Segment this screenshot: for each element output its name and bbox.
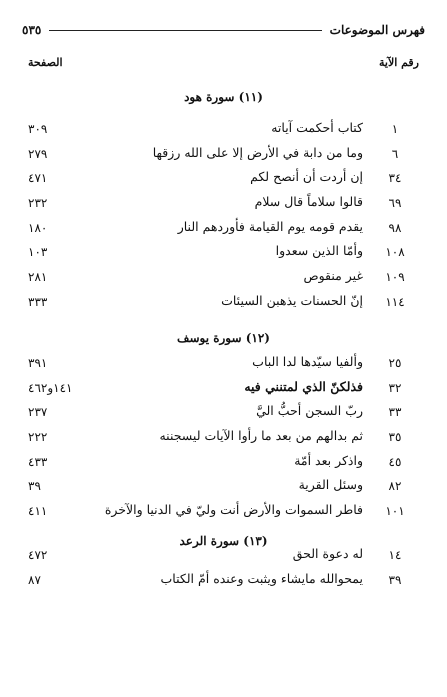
page-ref: ٢٢٢	[28, 430, 48, 445]
index-row	[22, 118, 425, 143]
page-ref: ٣٩١	[28, 356, 48, 370]
verse-text: إن أردت أن أنصح لكم	[250, 169, 363, 185]
verse-number: ٣٣	[388, 405, 402, 420]
verse-number: ٩٨	[388, 220, 402, 235]
page-ref: ٤٧٢	[28, 548, 48, 562]
verse-text: ربّ السجن أحبُّ اليَّ	[256, 403, 363, 419]
verse-text: وألفيا سيّدها لدا الباب	[252, 354, 363, 369]
verse-text: واذكر بعد أمّة	[294, 452, 363, 468]
verse-number: ٨٢	[388, 479, 402, 494]
running-header	[22, 20, 425, 40]
verse-text: كتاب أحكمت آياته	[271, 120, 363, 135]
page-ref: ١٠٣	[28, 245, 48, 260]
page-ref: ٢٧٩	[28, 146, 48, 161]
page-ref: ٤٧١	[28, 171, 48, 186]
index-row	[22, 192, 425, 217]
index-row	[22, 217, 425, 242]
column-header-verse-number: رقم الآية	[378, 56, 419, 69]
index-row	[22, 377, 425, 402]
section-rows-raad	[22, 544, 425, 593]
verse-number: ١١٤	[385, 294, 405, 309]
index-row	[22, 475, 425, 500]
verse-number: ٣٢	[388, 380, 402, 395]
page-ref: ٤١١	[28, 504, 48, 519]
verse-text: غير منقوص	[303, 268, 363, 284]
section-rows-yusuf	[22, 352, 425, 525]
index-row	[22, 143, 425, 168]
verse-text: وأمّا الذين سعدوا	[275, 243, 363, 259]
verse-text: يقدم قومه يوم القيامة فأوردهم النار	[177, 218, 363, 234]
column-header-page: الصفحة	[28, 56, 63, 69]
section-title-raad: (١٣) سورة الرعد	[179, 534, 268, 548]
index-row	[22, 352, 425, 377]
page-ref: ٣٠٩	[28, 122, 48, 136]
page-ref: ٨٧	[28, 572, 41, 587]
verse-number: ١٠٩	[385, 270, 405, 285]
page-ref: ٣٩	[28, 479, 41, 494]
verse-text: فذلكنّ الذي لمتنني فيه	[244, 378, 363, 394]
page-ref: ١٨٠	[28, 220, 48, 235]
section-rows-hud	[22, 118, 425, 316]
verse-number: ٣٤	[388, 171, 402, 186]
verse-number: ٣٩	[388, 572, 402, 587]
index-row	[22, 569, 425, 594]
verse-text: قالوا سلاماً قال سلام	[254, 194, 363, 210]
index-row	[22, 401, 425, 426]
page-number: ٥٣٥	[22, 23, 42, 37]
verse-number: ٣٥	[388, 430, 402, 445]
page-ref: ١٤١و٤٦٢	[28, 380, 73, 395]
page-ref: ٢٣٢	[28, 196, 48, 211]
index-row	[22, 167, 425, 192]
page-ref: ٤٣٣	[28, 454, 48, 469]
index-row	[22, 544, 425, 569]
verse-number: ٤٥	[388, 454, 402, 469]
header-rule	[49, 30, 321, 31]
section-title-yusuf: (١٢) سورة يوسف	[177, 331, 270, 345]
verse-text: إنّ الحسنات يذهبن السيئات	[221, 292, 363, 308]
index-row	[22, 500, 425, 525]
verse-number: ١٠١	[385, 504, 405, 519]
section-title-hud: (١١) سورة هود	[184, 90, 263, 104]
verse-number: ٢٥	[388, 356, 402, 370]
verse-text: يمحوالله مايشاء ويثبت وعنده أمّ الكتاب	[160, 570, 363, 586]
verse-number: ٦٩	[388, 196, 402, 211]
running-header-title: فهرس الموضوعات	[329, 23, 425, 37]
verse-text: فاطر السموات والأرض أنت وليّ في الدنيا والآخرة	[104, 502, 363, 518]
page-ref: ٣٣٣	[28, 294, 48, 309]
verse-number: ٦	[391, 146, 399, 161]
index-row	[22, 241, 425, 266]
index-row	[22, 266, 425, 291]
verse-number: ١٤	[388, 548, 402, 562]
index-row	[22, 426, 425, 451]
verse-text: وما من دابة في الأرض إلا على الله رزقها	[152, 144, 363, 160]
index-row	[22, 451, 425, 476]
page-ref: ٢٨١	[28, 270, 48, 285]
verse-number: ١	[391, 122, 399, 136]
page-ref: ٢٣٧	[28, 405, 48, 420]
verse-number: ١٠٨	[385, 245, 405, 260]
index-row	[22, 291, 425, 316]
verse-text: ثم بدالهم من بعد ما رأوا الآيات ليسجننه	[159, 428, 363, 444]
verse-text: له دعوة الحق	[292, 546, 363, 561]
verse-text: وسئل القرية	[298, 477, 363, 493]
